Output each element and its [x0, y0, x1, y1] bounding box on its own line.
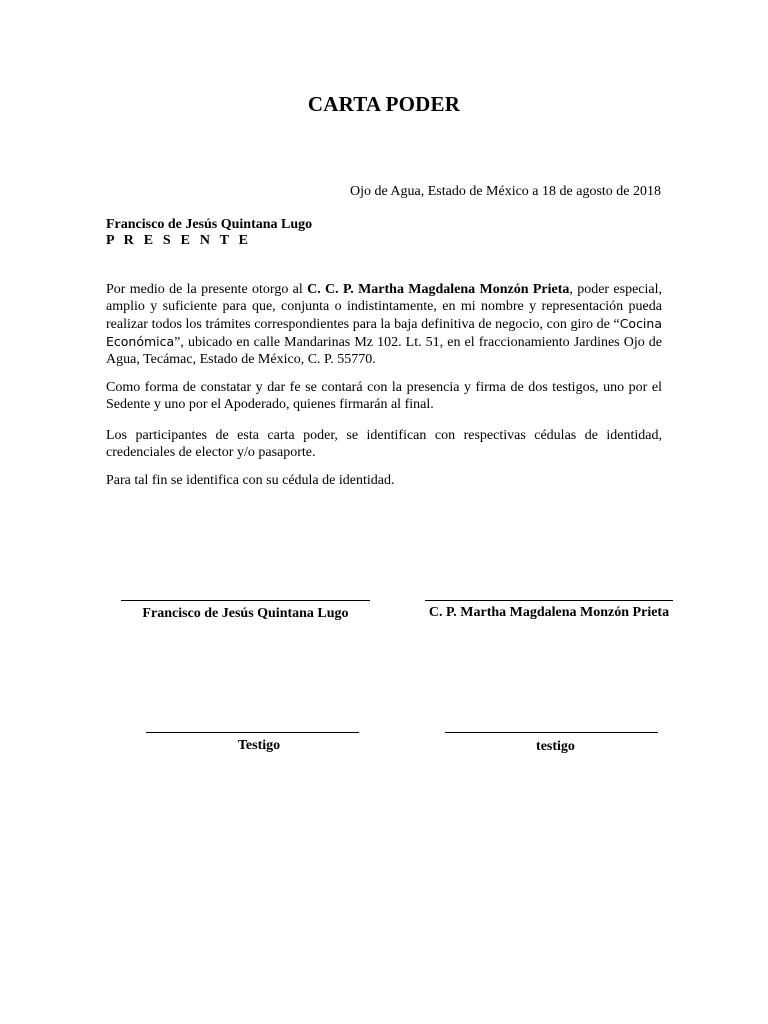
witness2-signature-name: testigo [536, 739, 575, 754]
grant-text-end: ”, ubicado en calle Mandarinas Mz 102. Lt. 51, en el fraccionamiento Jardines Ojo de Agua, Tecámac, Estado de México, C. P. 55770. [106, 335, 662, 367]
attorney-signature-name: C. P. Martha Magdalena Monzón Prieta [428, 605, 670, 620]
identification-paragraph: Los participantes de esta carta poder, se identifican con respectivas cédulas de identidad, credenciales de elector y/o pasaporte. [106, 428, 662, 460]
place-date: Ojo de Agua, Estado de México a 18 de agosto de 2018 [349, 184, 661, 199]
business-type: Cocina Económica [106, 316, 662, 349]
grant-text-start: Por medio de la presente otorgo al [106, 282, 308, 297]
document-title: CARTA PODER [307, 92, 461, 116]
grant-paragraph [106, 281, 662, 368]
witness1-signature-line [146, 732, 359, 733]
witness-paragraph: Como forma de constatar y dar fe se contará con la presencia y firma de dos testigos, uno por el Sedente y uno por el Apoderado, quienes firmarán al final. [106, 380, 662, 412]
grantor-signature-name: Francisco de Jesús Quintana Lugo [142, 606, 349, 621]
witness1-signature-name: Testigo [237, 738, 281, 753]
witness2-signature-line [445, 732, 658, 733]
presente-label: P R E S E N T E [106, 233, 252, 248]
attorney-name-inline: C. C. P. Martha Magdalena Monzón Prieta [307, 282, 570, 297]
closing-paragraph: Para tal fin se identifica con su cédula de identidad. [106, 473, 395, 488]
recipient-block [106, 217, 312, 249]
recipient-name: Francisco de Jesús Quintana Lugo [106, 217, 313, 232]
grant-text-middle: , poder especial, amplio y suficiente para que, conjunta o indistintamente, en mi nombre y representación pueda realizar todos los trámites correspondientes para la baja definitiva de negocio, con giro de “ [106, 282, 662, 332]
grantor-signature-line [121, 600, 370, 601]
attorney-signature-line [425, 600, 673, 601]
